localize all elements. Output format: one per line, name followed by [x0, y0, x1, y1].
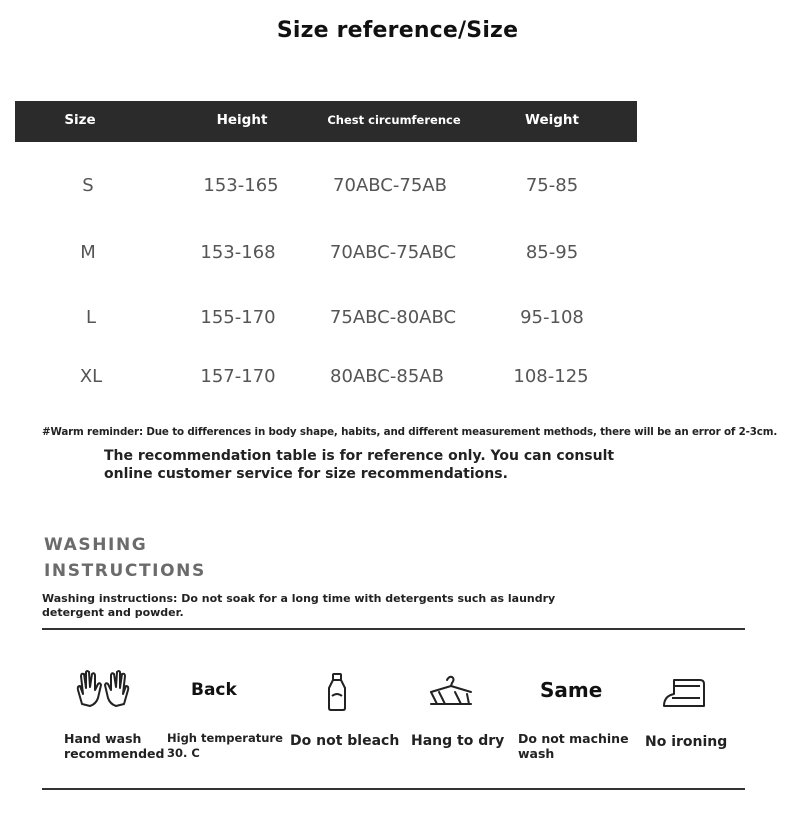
header-height: Height [216, 112, 268, 128]
divider-top [42, 628, 745, 630]
page-title: Size reference/Size [276, 18, 519, 43]
no-bleach-caption: Do not bleach [290, 733, 400, 749]
cell-weight: 95-108 [520, 307, 584, 328]
header-size: Size [64, 112, 96, 128]
iron-icon [660, 676, 708, 710]
divider-bottom [42, 788, 745, 790]
washing-heading-line2: INSTRUCTIONS [44, 561, 206, 581]
warm-reminder: #Warm reminder: Due to differences in body shape, habits, and different measurement methods, there will be an error of 2-3cm. [42, 426, 778, 438]
no-ironing-caption: No ironing [645, 734, 728, 750]
header-chest: Chest circumference [327, 113, 461, 127]
hang-dry-caption: Hang to dry [411, 733, 505, 749]
cell-chest: 75ABC-80ABC [329, 307, 457, 328]
recommendation-note: The recommendation table is for reference only. You can consult online customer service for size recommendations. [104, 448, 615, 482]
hand-wash-icon [74, 668, 132, 710]
table-row [15, 171, 637, 201]
table-row [15, 238, 637, 268]
cell-height: 153-165 [203, 175, 279, 196]
table-row [15, 362, 637, 392]
size-table-header [15, 101, 637, 142]
no-bleach-bottle-icon [324, 672, 350, 712]
table-row [15, 303, 637, 333]
cell-chest: 70ABC-75AB [333, 175, 447, 196]
cell-height: 157-170 [200, 366, 276, 387]
washing-heading [44, 532, 206, 584]
cell-height: 155-170 [200, 307, 276, 328]
cell-weight: 75-85 [525, 175, 579, 196]
cell-chest: 70ABC-75ABC [329, 242, 457, 263]
cell-weight: 108-125 [513, 366, 589, 387]
cell-size: S [82, 175, 94, 196]
no-machine-wash-caption: Do not machine wash [518, 731, 629, 761]
cell-size: M [80, 242, 96, 263]
header-weight: Weight [525, 112, 579, 128]
cell-weight: 85-95 [525, 242, 579, 263]
cell-chest: 80ABC-85AB [330, 366, 444, 387]
hand-wash-caption: Hand wash recommended [64, 731, 165, 761]
cell-height: 153-168 [200, 242, 276, 263]
high-temperature-caption: High temperature 30. C [167, 731, 283, 760]
washing-text: Washing instructions: Do not soak for a long time with detergents such as laundry detergent and powder. [42, 592, 556, 619]
same-label: Same [540, 678, 603, 702]
cell-size: XL [79, 366, 103, 387]
washing-heading-line1: WASHING [44, 535, 148, 555]
hanger-icon [427, 674, 475, 710]
back-label: Back [191, 680, 237, 700]
cell-size: L [85, 307, 97, 328]
